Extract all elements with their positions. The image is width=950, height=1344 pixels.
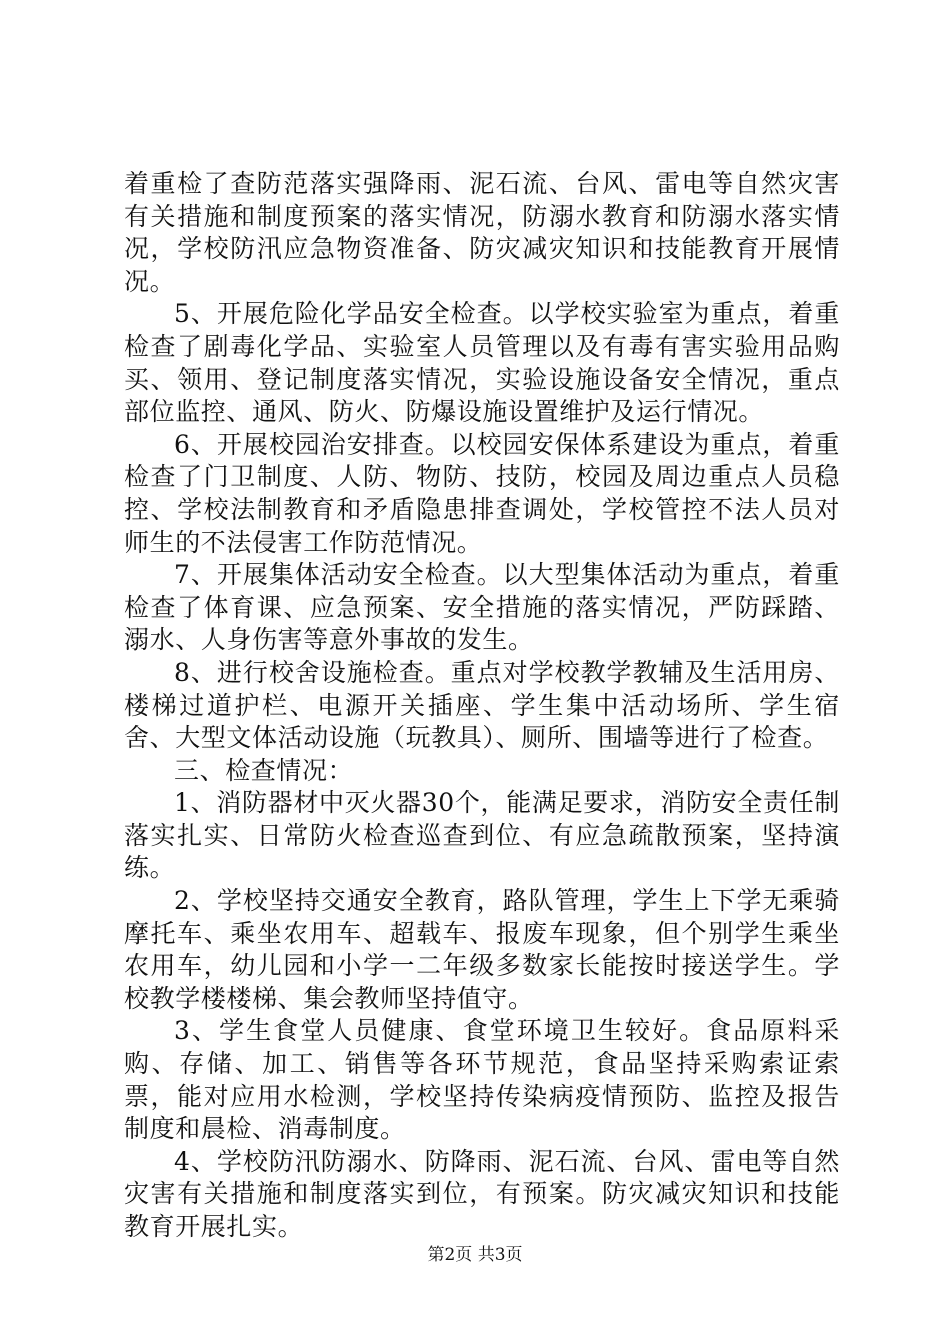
document-body <box>124 168 840 1244</box>
page-footer <box>0 1244 950 1266</box>
paragraph-continuation: 着重检了查防范落实强降雨、泥石流、台风、雷电等自然灾害有关措施和制度预案的落实情况，防溺水教育和防溺水落实情况，学校防汛应急物资准备、防灾减灾知识和技能教育开展情况。 <box>124 169 840 296</box>
paragraph-item-8: 8、进行校舍设施检查。重点对学校教学教辅及生活用房、楼梯过道护栏、电源开关插座、学生集中活动场所、学生宿舍、大型文体活动设施（玩教具）、厕所、围墙等进行了检查。 <box>124 657 840 753</box>
paragraph-finding-2: 2、学校坚持交通安全教育，路队管理，学生上下学无乘骑摩托车、乘坐农用车、超载车、报废车现象，但个别学生乘坐农用车，幼儿园和小学一二年级多数家长能按时接送学生。学校教学楼楼梯、集会教师坚持值守。 <box>124 886 840 1013</box>
paragraph-finding-4: 4、学校防汛防溺水、防降雨、泥石流、台风、雷电等自然灾害有关措施和制度落实到位，有预案。防灾减灾知识和技能教育开展扎实。 <box>124 1146 840 1241</box>
paragraph-finding-1: 1、消防器材中灭火器30个，能满足要求，消防安全责任制落实扎实、日常防火检查巡查到位、有应急疏散预案，坚持演练。 <box>124 788 840 883</box>
paragraph-item-5: 5、开展危险化学品安全检查。以学校实验室为重点，着重检查了剧毒化学品、实验室人员管理以及有毒有害实验用品购买、领用、登记制度落实情况，实验设施设备安全情况，重点部位监控、通风、防火、防爆设施设置维护及运行情况。 <box>124 299 840 427</box>
paragraph-item-7: 7、开展集体活动安全检查。以大型集体活动为重点，着重检查了体育课、应急预案、安全措施的落实情况，严防踩踏、溺水、人身伤害等意外事故的发生。 <box>124 560 840 655</box>
section-heading: 三、检查情况： <box>174 755 354 785</box>
page-number: 第2页 共3页 <box>427 1245 523 1265</box>
paragraph-item-6: 6、开展校园治安排查。以校园安保体系建设为重点，着重检查了门卫制度、人防、物防、技防，校园及周边重点人员稳控、学校法制教育和矛盾隐患排查调处，学校管控不法人员对师生的不法侵害工作防范情况。 <box>124 429 840 557</box>
paragraph-finding-3: 3、学生食堂人员健康、食堂环境卫生较好。食品原料采购、存储、加工、销售等各环节规范，食品坚持采购索证索票，能对应用水检测，学校坚持传染病疫情预防、监控及报告制度和晨检、消毒制度。 <box>124 1016 840 1144</box>
